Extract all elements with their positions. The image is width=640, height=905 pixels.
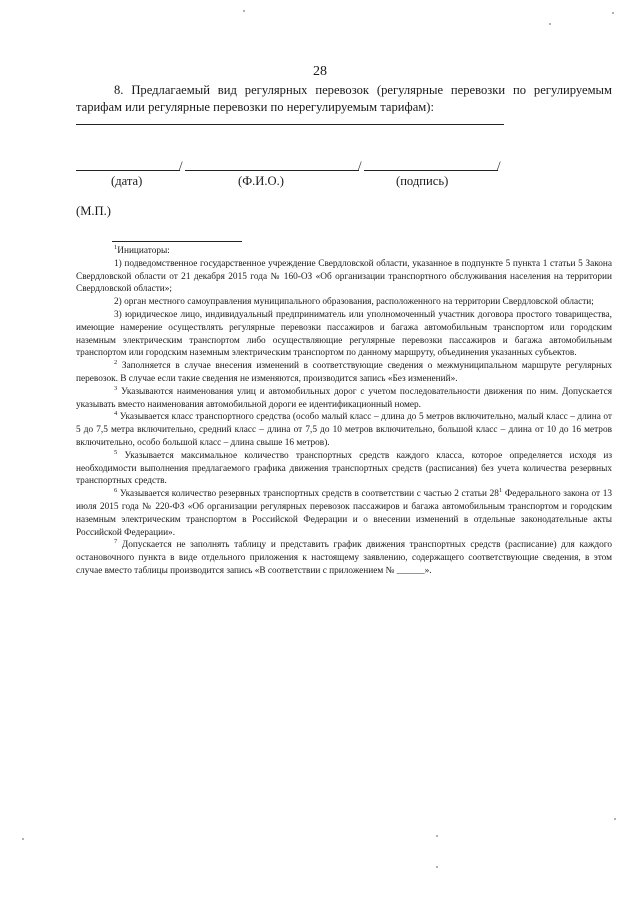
footnote-1-item-3: 3) юридическое лицо, индивидуальный предприниматель или уполномоченный участник договора простого товарищества, имеющие намерение осуществлять регулярные перевозки пассажиров и багажа автомобильным транспортом или городским наземным электрическим транспортом либо осуществляющие регулярные перевозки пассажиров и багажа автомобильным транспортом или городским наземным электрическим транспортом по данному маршруту, объединения указанных субъектов. — [76, 309, 612, 359]
footnote-4: $^4$ Указывается класс транспортного средства (особо малый класс – длина до 5 метров включительно, малый класс – длина от 5 до 7,5 метра включительно, средний класс – длина от 7,5 до 10 метров включительно, большой класс – длина от 10 до 16 метров включительно, особо большой класс – длина свыше 16 метров). — [76, 410, 612, 448]
footnote-mark: 7 — [114, 538, 118, 546]
footnote-7: $^7$ Допускается не заполнять таблицу и представить график движения транспортных средств (расписание) для каждого остановочного пункта в виде отдельного приложения к настоящему заявлению, содержащего соответствующие сведения, в этом случае вместо таблицы производится запись «В соответствии с приложением № ______». — [76, 538, 612, 576]
page-number: 28 — [313, 64, 327, 79]
footnote-1-title: $^1$Инициаторы: — [114, 243, 170, 256]
scan-speck — [436, 835, 438, 837]
date-line — [76, 170, 180, 171]
scan-speck — [436, 866, 438, 868]
stamp-placeholder: (М.П.) — [76, 204, 111, 218]
footnote-mark: 4 — [114, 410, 118, 418]
signature-line — [364, 170, 498, 171]
footnote-5: $^5$ Указывается максимальное количество транспортных средств каждого класса, которое определяется исходя из необходимости выполнения предлагаемого графика движения транспортных средств (расписания) без учета количества резервных транспортных средств. — [76, 448, 612, 487]
footnote-separator — [112, 241, 242, 242]
footnote-mark: 5 — [114, 448, 118, 456]
slash-separator: / — [497, 158, 501, 173]
name-label: (Ф.И.О.) — [238, 174, 284, 188]
footnote-mark: 1 — [114, 243, 118, 251]
footnote-1-item-1: 1) подведомственное государственное учреждение Свердловской области, указанное в подпункте 5 пункта 1 статьи 5 Закона Свердловской области от 21 декабря 2015 года № 160-ОЗ «Об организации транспортного обслуживания населения на территории Свердловской области»; — [76, 258, 612, 295]
scan-speck — [612, 12, 614, 14]
slash-separator: / — [358, 158, 362, 173]
footnote-1-item-2: 2) орган местного самоуправления муниципального образования, расположенного на территории Свердловской области; — [114, 297, 594, 308]
name-line — [185, 170, 359, 171]
signature-label: (подпись) — [396, 174, 449, 188]
slash-separator: / — [179, 158, 183, 173]
item-8-proposed-transport-type: 8. Предлагаемый вид регулярных перевозок (регулярные перевозки по регулируемым тарифам или регулярные перевозки по нерегулируемым тарифам): — [76, 83, 612, 114]
footnote-mark: 3 — [114, 384, 118, 392]
scan-speck — [549, 23, 551, 25]
answer-line — [76, 124, 504, 125]
footnote-2: $^2$ Заполняется в случае внесения изменений в соответствующие сведения о межмуниципальном маршруте регулярных перевозок. В случае если такие сведения не изменяются, производится запись «Без изменений». — [76, 359, 612, 384]
scan-speck — [22, 838, 24, 840]
footnote-mark: 6 — [114, 487, 118, 495]
footnotes — [76, 245, 612, 578]
footnote-3: $^3$ Указываются наименования улиц и автомобильных дорог с учетом последовательности движения по ним. Допускается указывать вместо наименования автомобильной дороги ее идентификационный номер. — [76, 384, 612, 410]
date-label: (дата) — [111, 174, 143, 188]
scan-speck — [614, 818, 616, 820]
footnote-6: $^6$ Указывается количество резервных транспортных средств в соответствии с частью 2 статьи $28^1$ Федерального закона от 13 июля 2015 года № 220-ФЗ «Об организации регулярных перевозок пассажиров и багажа автомобильным транспортом и городским наземным электрическим транспортом в Российской Федерации и о внесении изменений в отдельные законодательные акты Российской Федерации». — [76, 487, 613, 538]
footnote-mark: 2 — [114, 359, 118, 367]
scan-speck — [243, 10, 245, 12]
